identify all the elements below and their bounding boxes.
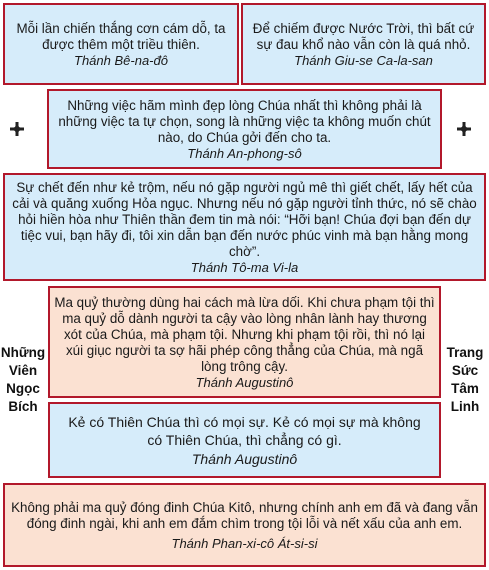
quote-text: Mỗi lần chiến thắng cơn cám dỗ, ta được thêm một triều thiên. bbox=[16, 20, 226, 52]
quote-author: Thánh Bê-na-đô bbox=[74, 52, 168, 68]
quote-author: Thánh Augustinô bbox=[191, 451, 298, 467]
quote-author: Thánh An-phong-sô bbox=[187, 145, 302, 161]
quote-author: Thánh Augustinô bbox=[195, 374, 294, 390]
quote-box-4 bbox=[3, 173, 486, 281]
quote-box-1 bbox=[3, 3, 239, 85]
quote-text: Những việc hãm mình đẹp lòng Chúa nhất thì không phải là những việc ta tự chọn, song là những việc ta không muốn chút nào, do Chúa gởi đến cho ta. bbox=[58, 97, 431, 145]
quote-author: Thánh Phan-xi-cô Át-si-si bbox=[171, 535, 318, 551]
quote-author: Thánh Giu-se Ca-la-san bbox=[294, 52, 433, 68]
quote-box-7 bbox=[3, 483, 486, 567]
cross-icon-right bbox=[457, 122, 471, 136]
quote-box-2 bbox=[241, 3, 486, 85]
quote-text: Kẻ có Thiên Chúa thì có mọi sự. Kẻ có mọi sự mà không có Thiên Chúa, thì chẳng có gì. bbox=[68, 414, 421, 448]
quote-text: Không phải ma quỷ đóng đinh Chúa Kitô, nhưng chính anh em đã và đang vẫn đóng đinh ngài, khi anh em đắm chìm trong tội lỗi và nết xấu của anh em. bbox=[11, 499, 478, 531]
side-label-right: Trang Sức Tâm Linh bbox=[446, 345, 484, 414]
quote-text: Sự chết đến như kẻ trộm, nếu nó gặp người ngủ mê thì giết chết, lấy hết của cải và quăng xuống Hỏa ngục. Nhưng nếu nó gặp người tỉnh thức, nó sẽ chào hỏi hiền hòa như Thiên thần đem tin mà nói: “Hỡi bạn! Chúa đợi bạn đến dự tiệc vui, bạn hãy đi, tôi xin dẫn bạn đến nước phúc vinh mà bạn hằng mong chờ”. bbox=[12, 179, 477, 259]
quote-box-6 bbox=[48, 402, 441, 478]
quote-box-3 bbox=[47, 89, 442, 169]
quote-text: Để chiếm được Nước Trời, thì bất cứ sự đau khổ nào vẫn còn là quá nhỏ. bbox=[252, 20, 475, 52]
quote-box-5 bbox=[48, 286, 441, 398]
side-label-left: Những Viên Ngọc Bích bbox=[0, 345, 46, 414]
quote-text: Ma quỷ thường dùng hai cách mà lừa dối. Khi chưa phạm tội thì ma quỷ dỗ dành người ta cậy vào lòng nhân lành hay thương xót của Chúa, mà phạm tội. Nhưng khi phạm tội rồi, thì nó lại xúi giục người ta sợ hãi phép công thẳng của Chúa, mà ngã lòng trông cậy. bbox=[54, 294, 435, 374]
cross-icon-left bbox=[10, 122, 24, 136]
quote-author: Thánh Tô-ma Vi-la bbox=[190, 259, 299, 275]
